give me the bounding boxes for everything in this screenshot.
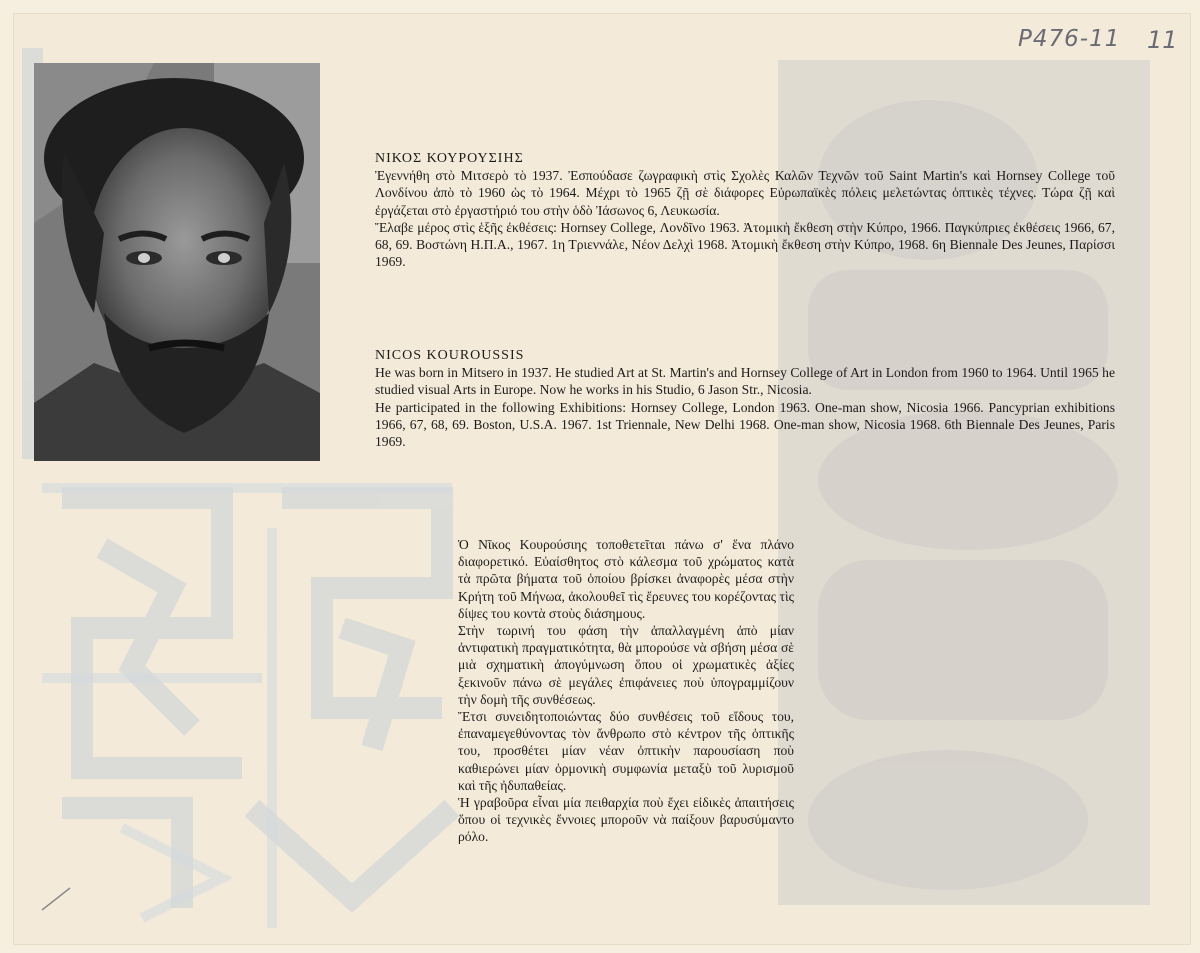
pencil-mark-icon	[40, 884, 80, 914]
essay-paragraph: Ὁ Νῖκος Κουρούσιης τοποθετεῖται πάνω σ' ἕνα πλάνο διαφορετικό. Εὐαίσθητος στὸ κάλεσμα τοῦ χρώματος κατὰ τὰ πρῶτα βήματα τοῦ ὁποίου βρίσκει ἀναφορὲς μέσα στὴν Κρήτη τοῦ Μήνωα, ἀκολουθεῖ τὶς ἔρευνες του κορέζοντας τὶς δίψες του κοντὰ στοὺς διάσημους.	[458, 537, 794, 621]
greek-bio-paragraph: Ἔλαβε μέρος στὶς ἑξῆς ἐκθέσεις: Hornsey College, Λονδῖνο 1963. Ἀτομικὴ ἔκθεση στὴν Κύπρο, 1966. Παγκύπριες ἐκθέσεις 1966, 67, 68, 69. Βοστώνη Η.Π.Α., 1967. 1η Τριεννάλε, Νέον Δελχὶ 1968. Ἀτομικὴ ἔκθεση στὴν Κύπρο, 1968. 6η Biennale Des Jeunes, Παρίσσι 1969.	[375, 219, 1115, 270]
archive-handwritten-mark: P476-11	[1018, 26, 1121, 52]
english-bio-paragraph: He was born in Mitsero in 1937. He studied Art at St. Martin's and Hornsey College of Art in London from 1960 to 1964. Until 1965 he studied visual Arts in Europe. Now he works in his Studio, 6 Jason Str., Nicosia.	[375, 365, 1115, 398]
english-biography	[375, 347, 1115, 450]
portrait-photo-icon	[34, 63, 320, 461]
page-number-handwritten: 11	[1147, 26, 1178, 54]
essay-paragraph: Ἡ γραβοῦρα εἶναι μία πειθαρχία ποὺ ἔχει εἰδικὲς ἀπαιτήσεις ὅπου οἱ τεχνικὲς ἔννοιες μποροῦν νὰ παίξουν βαρυσύμαντο ρόλο.	[458, 795, 794, 845]
essay-paragraph: Ἔτσι συνειδητοποιώντας δύο συνθέσεις τοῦ εἴδους του, ἐπαναμεγεθύνοντας τὸν ἄνθρωπο στὸ κέντρον τῆς ὀπτικῆς του, προσθέτει μίαν νέαν ὀπτικὴν παρουσίαση ποὺ καθιερώνει μίαν ὁρμονικὴ συμφωνία μεταξὺ τοῦ λυρισμοῦ καὶ τῆς ἠδυπαθείας.	[458, 709, 794, 793]
english-artist-name: NICOS KOUROUSSIS	[375, 348, 525, 363]
essay-paragraph: Στὴν τωρινή του φάση τὴν ἀπαλλαγμένη ἀπὸ μίαν ἀντιφατικὴ πραγματικότητα, θὰ μπορούσε νὰ σβήση μέσα σὲ μιὰ σχηματικὴ ἀπογύμνωση ὅπου οἱ χρωματικὲς ἀξίες ξεκινοῦν πάνω σὲ μεγάλες ἐπιφάνειες ποὺ ὑπογραμμίζουν τὴν δομὴ τῆς συνθέσεως.	[458, 623, 794, 707]
greek-bio-paragraph: Ἐγεννήθη στὸ Μιτσερὸ τὸ 1937. Ἐσπούδασε ζωγραφικὴ στὶς Σχολὲς Καλῶν Τεχνῶν τοῦ Saint Martin's καὶ Hornsey College τοῦ Λονδίνου ἀπὸ τὸ 1960 ὡς τὸ 1964. Μέχρι τὸ 1965 ζῇ σὲ διάφορες Εὐρωπαϊκὲς πόλεις μελετώντας ὀπτικὲς τέχνες. Τώρα ζῇ καὶ ἐργάζεται στὸ ἐργαστήριό του στὴν ὁδὸ Ἰάσωνος 6, Λευκωσία.	[375, 168, 1115, 218]
english-bio-paragraph: He participated in the following Exhibitions: Hornsey College, London 1963. One-man show, Nicosia 1966. Pancyprian exhibitions 1966, 67, 68, 69. Boston, U.S.A. 1967. 1st Triennale, New Delhi 1968. One-man show, Nicosia 1968. 6th Biennale Des Jeunes, Paris 1969.	[375, 399, 1115, 450]
greek-artist-name: ΝΙΚΟΣ ΚΟΥΡΟΥΣΙΗΣ	[375, 151, 524, 166]
critique-essay	[458, 536, 794, 846]
greek-biography	[375, 150, 1115, 270]
